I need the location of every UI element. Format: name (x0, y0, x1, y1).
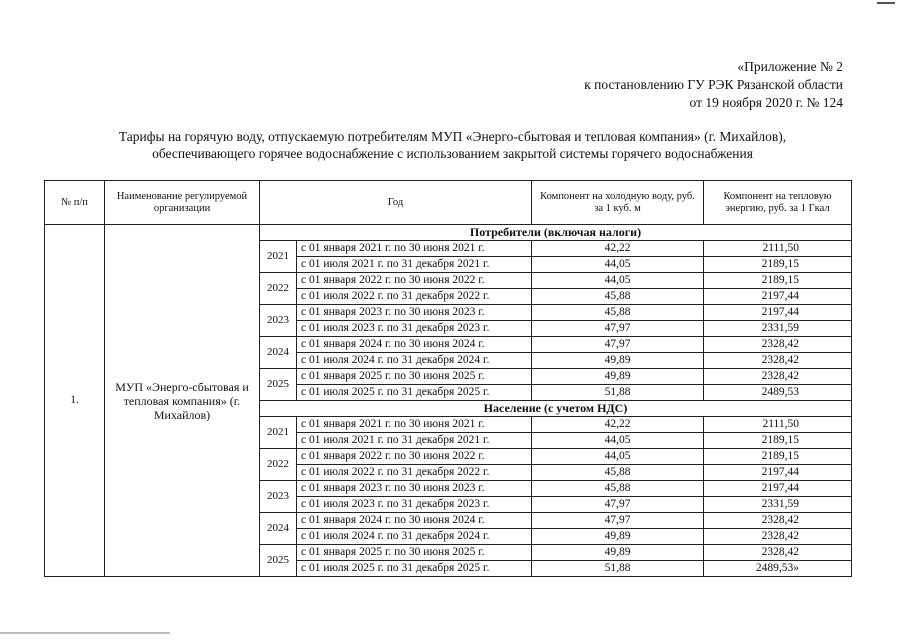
period-cell: с 01 июля 2025 г. по 31 декабря 2025 г. (297, 385, 532, 401)
scan-edge (0, 632, 170, 634)
period-cell: с 01 июля 2024 г. по 31 декабря 2024 г. (297, 529, 532, 545)
year-cell: 2023 (260, 305, 297, 337)
heat-energy-value: 2197,44 (704, 465, 852, 481)
document-title (40, 128, 865, 162)
period-cell: с 01 июля 2021 г. по 31 декабря 2021 г. (297, 257, 532, 273)
period-cell: с 01 января 2021 г. по 30 июня 2021 г. (297, 417, 532, 433)
col-header-cold: Компонент на холодную воду, руб. за 1 куб. м (532, 181, 704, 225)
period-cell: с 01 июля 2022 г. по 31 декабря 2022 г. (297, 289, 532, 305)
tariff-table-body (45, 181, 852, 577)
cold-water-value: 51,88 (532, 385, 704, 401)
cold-water-value: 49,89 (532, 369, 704, 385)
year-cell: 2025 (260, 369, 297, 401)
cold-water-value: 42,22 (532, 241, 704, 257)
period-cell: с 01 июля 2023 г. по 31 декабря 2023 г. (297, 497, 532, 513)
year-cell: 2024 (260, 513, 297, 545)
heat-energy-value: 2111,50 (704, 241, 852, 257)
cold-water-value: 45,88 (532, 481, 704, 497)
heat-energy-value: 2328,42 (704, 369, 852, 385)
heat-energy-value: 2197,44 (704, 289, 852, 305)
heat-energy-value: 2189,15 (704, 433, 852, 449)
cold-water-value: 51,88 (532, 561, 704, 577)
period-cell: с 01 января 2025 г. по 30 июня 2025 г. (297, 545, 532, 561)
year-cell: 2024 (260, 337, 297, 369)
heat-energy-value: 2111,50 (704, 417, 852, 433)
scan-mark (877, 2, 895, 4)
heat-energy-value: 2489,53» (704, 561, 852, 577)
cold-water-value: 49,89 (532, 545, 704, 561)
heat-energy-value: 2328,42 (704, 353, 852, 369)
period-cell: с 01 января 2022 г. по 30 июня 2022 г. (297, 273, 532, 289)
year-cell: 2022 (260, 273, 297, 305)
period-cell: с 01 января 2023 г. по 30 июня 2023 г. (297, 481, 532, 497)
cold-water-value: 47,97 (532, 321, 704, 337)
period-cell: с 01 января 2021 г. по 30 июня 2021 г. (297, 241, 532, 257)
heat-energy-value: 2189,15 (704, 273, 852, 289)
period-cell: с 01 января 2022 г. по 30 июня 2022 г. (297, 449, 532, 465)
year-cell: 2022 (260, 449, 297, 481)
cold-water-value: 49,89 (532, 353, 704, 369)
period-cell: с 01 июля 2025 г. по 31 декабря 2025 г. (297, 561, 532, 577)
period-cell: с 01 января 2024 г. по 30 июня 2024 г. (297, 337, 532, 353)
organization-name: МУП «Энерго-сбытовая и тепловая компания» (г. Михайлов) (105, 225, 260, 577)
heat-energy-value: 2328,42 (704, 545, 852, 561)
period-cell: с 01 января 2025 г. по 30 июня 2025 г. (297, 369, 532, 385)
cold-water-value: 44,05 (532, 273, 704, 289)
heat-energy-value: 2328,42 (704, 337, 852, 353)
col-header-heat: Компонент на тепловую энергию, руб. за 1 Гкал (704, 181, 852, 225)
section-title: Население (с учетом НДС) (260, 401, 852, 417)
period-cell: с 01 июля 2021 г. по 31 декабря 2021 г. (297, 433, 532, 449)
year-cell: 2023 (260, 481, 297, 513)
cold-water-value: 49,89 (532, 529, 704, 545)
heat-energy-value: 2489,53 (704, 385, 852, 401)
cold-water-value: 47,97 (532, 337, 704, 353)
resolution-line: к постановлению ГУ РЭК Рязанской области (584, 77, 843, 92)
section-row (45, 225, 852, 241)
period-cell: с 01 января 2024 г. по 30 июня 2024 г. (297, 513, 532, 529)
heat-energy-value: 2331,59 (704, 321, 852, 337)
col-header-year: Год (260, 181, 532, 225)
section-title: Потребители (включая налоги) (260, 225, 852, 241)
col-header-num: № п/п (45, 181, 105, 225)
cold-water-value: 45,88 (532, 465, 704, 481)
appendix-header (443, 58, 843, 112)
cold-water-value: 45,88 (532, 289, 704, 305)
tariff-table (44, 180, 852, 577)
year-cell: 2021 (260, 241, 297, 273)
cold-water-value: 47,97 (532, 513, 704, 529)
table-header-row (45, 181, 852, 225)
title-line-2: обеспечивающего горячее водоснабжение с использованием закрытой системы горячего водоснабжения (152, 146, 753, 161)
heat-energy-value: 2189,15 (704, 449, 852, 465)
heat-energy-value: 2331,59 (704, 497, 852, 513)
cold-water-value: 42,22 (532, 417, 704, 433)
row-number: 1. (45, 225, 105, 577)
period-cell: с 01 июля 2023 г. по 31 декабря 2023 г. (297, 321, 532, 337)
appendix-line: «Приложение № 2 (737, 59, 843, 74)
title-line-1: Тарифы на горячую воду, отпускаемую потребителям МУП «Энерго-сбытовая и тепловая компания» (г. Михайлов), (118, 129, 787, 144)
period-cell: с 01 июля 2022 г. по 31 декабря 2022 г. (297, 465, 532, 481)
cold-water-value: 44,05 (532, 433, 704, 449)
date-line: от 19 ноября 2020 г. № 124 (689, 95, 843, 110)
period-cell: с 01 января 2023 г. по 30 июня 2023 г. (297, 305, 532, 321)
cold-water-value: 47,97 (532, 497, 704, 513)
heat-energy-value: 2197,44 (704, 305, 852, 321)
heat-energy-value: 2328,42 (704, 529, 852, 545)
year-cell: 2025 (260, 545, 297, 577)
cold-water-value: 44,05 (532, 449, 704, 465)
heat-energy-value: 2328,42 (704, 513, 852, 529)
cold-water-value: 45,88 (532, 305, 704, 321)
cold-water-value: 44,05 (532, 257, 704, 273)
year-cell: 2021 (260, 417, 297, 449)
period-cell: с 01 июля 2024 г. по 31 декабря 2024 г. (297, 353, 532, 369)
heat-energy-value: 2197,44 (704, 481, 852, 497)
col-header-org: Наименование регулируемой организации (105, 181, 260, 225)
heat-energy-value: 2189,15 (704, 257, 852, 273)
